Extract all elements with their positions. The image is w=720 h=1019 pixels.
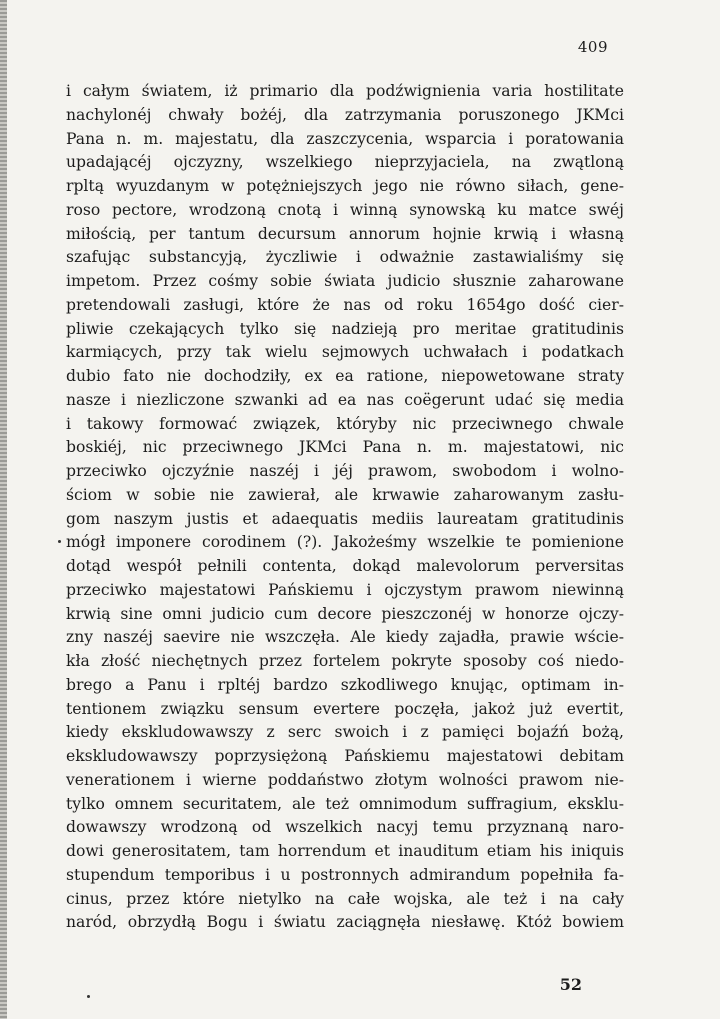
text-line: nasze i niezliczone szwanki ad ea nas coëgerunt udać się media [66, 390, 624, 409]
scan-edge [0, 0, 7, 1019]
text-line: miłością, per tantum decursum annorum hojnie krwią i własną [66, 224, 624, 243]
text-line: krwią sine omni judicio cum decore pieszczonéj w honorze ojczy- [66, 604, 624, 623]
text-line: venerationem i wierne poddaństwo złotym wolności prawom nie- [66, 770, 624, 789]
page-number: 409 [577, 38, 608, 56]
text-line: naród, obrzydłą Bogu i światu zaciągnęła niesławę. Któż bowiem [66, 913, 624, 932]
text-line: impetom. Przez cośmy sobie świata judicio słusznie zaharowane [66, 272, 624, 290]
text-line: dotąd wespół pełnili contenta, dokąd malevolorum perversitas [66, 557, 624, 575]
speck-mark [87, 995, 90, 998]
text-line: przeciwko majestatowi Pańskiemu i ojczystym prawom niewinną [66, 580, 624, 599]
text-line: rpltą wyuzdanym w potężniejszych jego nie równo siłach, gene- [66, 177, 624, 195]
text-line: zny naszéj saevire nie wszczęła. Ale kiedy zajadła, prawie wście- [66, 628, 624, 647]
text-line: ekskludowawszy poprzysiężoną Pańskiemu majestatowi debitam [66, 747, 624, 765]
text-line: kiedy ekskludowawszy z serc swoich i z pamięci bojaźń bożą, [66, 723, 624, 742]
text-line: i takowy formować związek, któryby nic przeciwnego chwale [66, 414, 624, 433]
text-line: roso pectore, wrodzoną cnotą i winną synowską ku matce swéj [66, 200, 624, 219]
text-line: Pana n. m. majestatu, dla zaszczycenia, wsparcia i poratowania [66, 129, 624, 148]
text-line: mógł imponere corodinem (?). Jakożeśmy wszelkie te pomienione [66, 533, 624, 552]
speck-mark [58, 540, 61, 543]
text-line: pretendowali zasługi, które że nas od roku 1654go dość cier- [66, 295, 624, 314]
text-line: boskiéj, nic przeciwnego JKMci Pana n. m. majestatowi, nic [66, 438, 624, 457]
text-line: tylko omnem securitatem, ale też omnimodum suffragium, eksklu- [66, 794, 624, 813]
text-line: upadającéj ojczyzny, wszelkiego nieprzyjaciela, na zwątloną [66, 153, 624, 172]
text-line: kła złość niechętnych przez fortelem pokryte sposoby coś niedo- [66, 652, 624, 670]
text-line: ściom w sobie nie zawierał, ale krwawie zaharowanym zasłu- [66, 485, 624, 504]
text-line: szafując substancyją, życzliwie i odważnie zastawialiśmy się [66, 248, 624, 267]
text-line: dowawszy wrodzoną od wszelkich nacyj temu przyznaną naro- [66, 818, 624, 837]
signature-mark: 52 [559, 975, 582, 994]
text-line: dowi generositatem, tam horrendum et inauditum etiam his iniquis [66, 842, 624, 860]
text-line: stupendum temporibus i u postronnych admirandum popełniła fa- [66, 865, 624, 884]
text-line: dubio fato nie dochodziły, ex ea ratione, niepowetowane straty [66, 367, 624, 385]
text-line: karmiących, przy tak wielu sejmowych uchwałach i podatkach [66, 343, 624, 362]
text-line: cinus, przez które nietylko na całe wojska, ale też i na cały [66, 889, 624, 908]
text-line: przeciwko ojczyźnie naszéj i jéj prawom, swobodom i wolno- [66, 462, 624, 480]
body-text [66, 80, 624, 935]
text-line: tentionem związku sensum evertere poczęła, jakoż już evertit, [66, 699, 624, 718]
text-line: gom naszym justis et adaequatis mediis laureatam gratitudinis [66, 509, 624, 528]
text-line: i całym światem, iż primario dla podźwignienia varia hostilitate [66, 82, 624, 100]
text-line: pliwie czekających tylko się nadzieją pro meritae gratitudinis [66, 319, 624, 338]
text-line: nachylonéj chwały bożéj, dla zatrzymania poruszonego JKMci [66, 105, 624, 124]
text-line: brego a Panu i rpltéj bardzo szkodliwego knując, optimam in- [66, 675, 624, 694]
